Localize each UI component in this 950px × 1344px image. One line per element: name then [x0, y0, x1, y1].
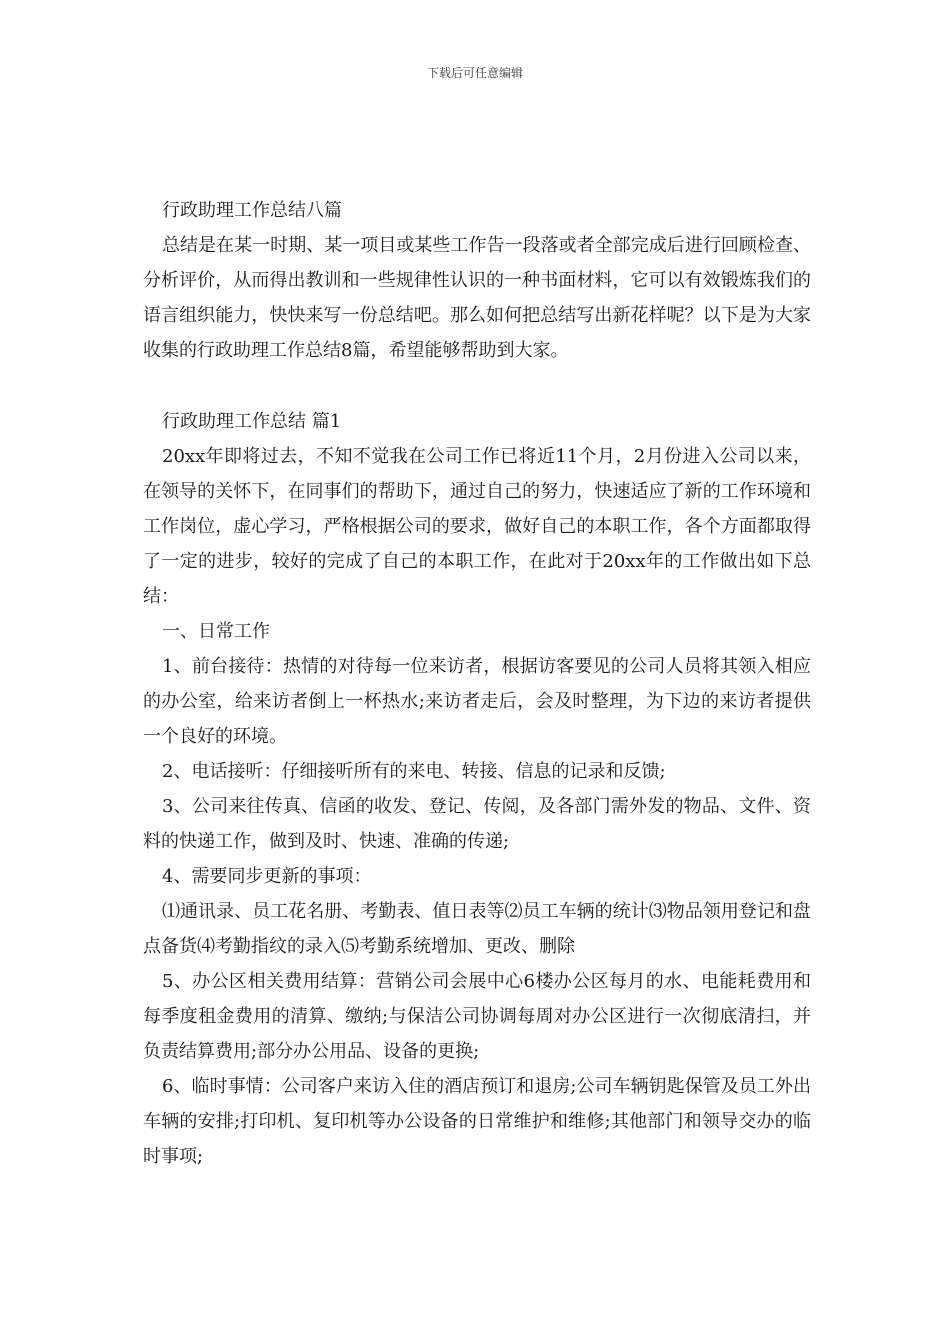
list-item-reception: 1、前台接待：热情的对待每一位来访者，根据访客要见的公司人员将其领入相应的办公室，给来访者倒上一杯热水;来访者走后，会及时整理，为下边的来访者提供一个良好的环境。	[143, 656, 811, 747]
section-intro-paragraph: 20xx年即将过去，不知不觉我在公司工作已将近11个月，2月份进入公司以来，在领导的关怀下，在同事们的帮助下，通过自己的努力，快速适应了新的工作环境和工作岗位，虚心学习，严格根据公司的要求，做好自己的本职工作，各个方面都取得了一定的进步，较好的完成了自己的本职工作，在此对于20xx年的工作做出如下总结：	[143, 446, 811, 607]
list-item-updates-detail: ⑴通讯录、员工花名册、考勤表、值日表等⑵员工车辆的统计⑶物品领用登记和盘点备货⑷考勤指纹的录入⑸考勤系统增加、更改、删除	[143, 901, 811, 957]
page-header-note: 下载后可任意编辑	[426, 66, 523, 80]
document-title: 行政助理工作总结八篇	[162, 200, 342, 221]
intro-paragraph: 总结是在某一时期、某一项目或某些工作告一段落或者全部完成后进行回顾检查、分析评价，从而得出教训和一些规律性认识的一种书面材料，它可以有效锻炼我们的语言组织能力，快快来写一份总结吧。那么如何把总结写出新花样呢？以下是为大家收集的行政助理工作总结8篇，希望能够帮助到大家。	[143, 235, 811, 361]
list-item-expenses: 5、办公区相关费用结算：营销公司会展中心6楼办公区每月的水、电能耗费用和每季度租金费用的清算、缴纳;与保洁公司协调每周对办公区进行一次彻底清扫，并负责结算费用;部分办公用品、设备的更换;	[143, 971, 811, 1062]
list-item-updates: 4、需要同步更新的事项：	[162, 866, 372, 887]
list-item-temporary: 6、临时事情：公司客户来访入住的酒店预订和退房;公司车辆钥匙保管及员工外出车辆的安排;打印机、复印机等办公设备的日常维护和维修;其他部门和领导交办的临时事项;	[143, 1076, 811, 1167]
list-item-mail: 3、公司来往传真、信函的收发、登记、传阅，及各部门需外发的物品、文件、资料的快递工作，做到及时、快速、准确的传递;	[143, 796, 811, 852]
heading-daily-work: 一、日常工作	[162, 621, 270, 642]
list-item-phone: 2、电话接听：仔细接听所有的来电、转接、信息的记录和反馈;	[162, 761, 666, 782]
paragraph-gap	[143, 368, 811, 404]
section-title: 行政助理工作总结 篇1	[162, 411, 342, 432]
document-body	[143, 193, 811, 1174]
